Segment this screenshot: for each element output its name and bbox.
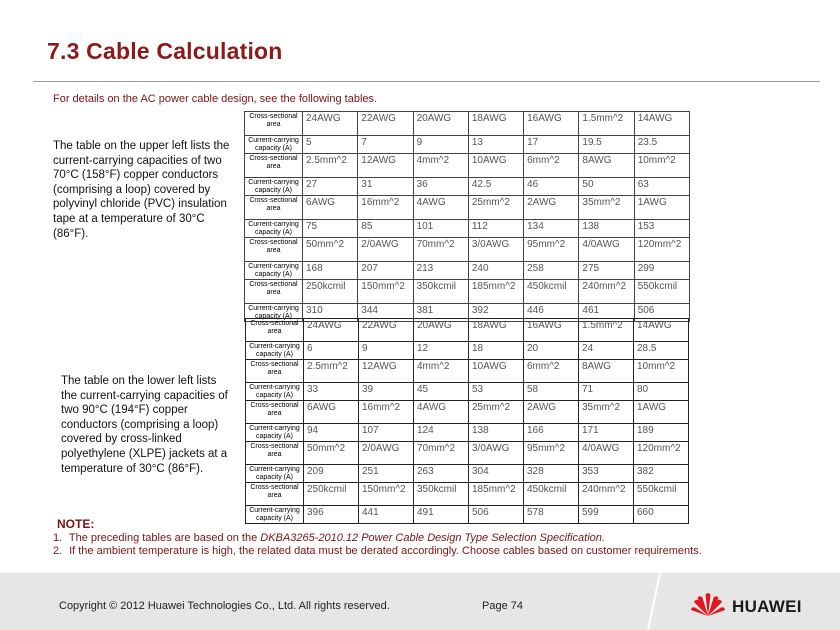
table-cell: 94 bbox=[304, 424, 359, 442]
area-label: Cross-sectional area bbox=[246, 319, 304, 342]
area-row bbox=[246, 319, 689, 342]
table-cell: 250kcmil bbox=[303, 280, 358, 304]
table-cell: 1AWG bbox=[634, 196, 689, 220]
table-cell: 16AWG bbox=[524, 112, 579, 136]
table-cell: 14AWG bbox=[634, 319, 689, 342]
table-cell: 35mm^2 bbox=[579, 401, 634, 424]
table-cell: 5 bbox=[303, 136, 358, 154]
table-cell: 4AWG bbox=[413, 196, 468, 220]
note-item-2: 2. If the ambient temperature is high, the related data must be derated accordingly. Choose cables based on customer requirements. bbox=[53, 545, 702, 557]
table-cell: 12AWG bbox=[358, 154, 413, 178]
table-cell: 12AWG bbox=[359, 360, 414, 383]
table-cell: 19.5 bbox=[579, 136, 634, 154]
area-label: Cross-sectional area bbox=[246, 483, 304, 506]
table-cell: 550kcmil bbox=[634, 483, 689, 506]
table-cell: 392 bbox=[468, 304, 523, 322]
table-cell: 16AWG bbox=[524, 319, 579, 342]
table-cell: 263 bbox=[414, 465, 469, 483]
table-cell: 150mm^2 bbox=[358, 280, 413, 304]
capacity-label: Current-carrying capacity (A) bbox=[246, 342, 304, 360]
table-cell: 189 bbox=[634, 424, 689, 442]
table-cell: 310 bbox=[303, 304, 358, 322]
capacity-row bbox=[246, 424, 689, 442]
table-cell: 22AWG bbox=[358, 112, 413, 136]
table-cell: 50mm^2 bbox=[303, 238, 358, 262]
area-row bbox=[245, 196, 690, 220]
table-cell: 9 bbox=[359, 342, 414, 360]
table-cell: 185mm^2 bbox=[468, 280, 523, 304]
area-row bbox=[246, 360, 689, 383]
capacity-row bbox=[246, 383, 689, 401]
table-cell: 95mm^2 bbox=[524, 442, 579, 465]
table-cell: 23.5 bbox=[634, 136, 689, 154]
table-cell: 4/0AWG bbox=[579, 238, 634, 262]
table-cell: 1AWG bbox=[634, 401, 689, 424]
table-cell: 304 bbox=[469, 465, 524, 483]
area-label: Cross-sectional area bbox=[245, 238, 303, 262]
table-cell: 185mm^2 bbox=[469, 483, 524, 506]
table-cell: 328 bbox=[524, 465, 579, 483]
table-cell: 550kcmil bbox=[634, 280, 689, 304]
table-cell: 450kcmil bbox=[524, 280, 579, 304]
table-cell: 344 bbox=[358, 304, 413, 322]
table-cell: 18AWG bbox=[469, 319, 524, 342]
table-cell: 166 bbox=[524, 424, 579, 442]
title-divider bbox=[33, 81, 820, 82]
capacity-label: Current-carrying capacity (A) bbox=[245, 178, 303, 196]
table-cell: 2AWG bbox=[524, 401, 579, 424]
table-cell: 75 bbox=[303, 220, 358, 238]
table-cell: 382 bbox=[634, 465, 689, 483]
table-cell: 13 bbox=[468, 136, 523, 154]
table-cell: 4/0AWG bbox=[579, 442, 634, 465]
table-cell: 24 bbox=[579, 342, 634, 360]
area-label: Cross-sectional area bbox=[245, 154, 303, 178]
table-cell: 39 bbox=[359, 383, 414, 401]
table-cell: 112 bbox=[468, 220, 523, 238]
capacity-row bbox=[245, 262, 690, 280]
table-cell: 20 bbox=[524, 342, 579, 360]
table-cell: 16mm^2 bbox=[359, 401, 414, 424]
lower-cable-table bbox=[245, 318, 689, 524]
table-cell: 506 bbox=[634, 304, 689, 322]
table-cell: 506 bbox=[469, 506, 524, 524]
table-cell: 441 bbox=[359, 506, 414, 524]
table-cell: 10mm^2 bbox=[634, 360, 689, 383]
table-cell: 22AWG bbox=[359, 319, 414, 342]
table-cell: 240 bbox=[468, 262, 523, 280]
footer-divider bbox=[647, 573, 661, 630]
note-title: NOTE: bbox=[57, 517, 95, 531]
capacity-label: Current-carrying capacity (A) bbox=[246, 506, 304, 524]
table-cell: 120mm^2 bbox=[634, 238, 689, 262]
table-cell: 2AWG bbox=[524, 196, 579, 220]
table-cell: 18AWG bbox=[468, 112, 523, 136]
footer-bar bbox=[0, 573, 840, 630]
table-cell: 80 bbox=[634, 383, 689, 401]
table-cell: 42.5 bbox=[468, 178, 523, 196]
table-cell: 31 bbox=[358, 178, 413, 196]
capacity-row bbox=[245, 136, 690, 154]
table-cell: 10AWG bbox=[468, 154, 523, 178]
table-cell: 120mm^2 bbox=[634, 442, 689, 465]
page-title: 7.3 Cable Calculation bbox=[47, 38, 283, 64]
table-cell: 17 bbox=[524, 136, 579, 154]
table-cell: 50 bbox=[579, 178, 634, 196]
area-label: Cross-sectional area bbox=[245, 280, 303, 304]
capacity-label: Current-carrying capacity (A) bbox=[245, 136, 303, 154]
table-cell: 258 bbox=[524, 262, 579, 280]
table-cell: 660 bbox=[634, 506, 689, 524]
area-row bbox=[246, 483, 689, 506]
table-cell: 63 bbox=[634, 178, 689, 196]
table-cell: 20AWG bbox=[414, 319, 469, 342]
table-cell: 27 bbox=[303, 178, 358, 196]
table-cell: 25mm^2 bbox=[469, 401, 524, 424]
table-cell: 2.5mm^2 bbox=[304, 360, 359, 383]
spec-reference: DKBA3265-2010.12 Power Cable Design Type Selection Specification. bbox=[260, 531, 605, 544]
table-cell: 134 bbox=[524, 220, 579, 238]
capacity-label: Current-carrying capacity (A) bbox=[246, 424, 304, 442]
table-cell: 8AWG bbox=[579, 154, 634, 178]
capacity-label: Current-carrying capacity (A) bbox=[245, 304, 303, 322]
table-cell: 70mm^2 bbox=[414, 442, 469, 465]
table-cell: 350kcmil bbox=[414, 483, 469, 506]
area-row bbox=[246, 401, 689, 424]
table-cell: 6AWG bbox=[304, 401, 359, 424]
table-cell: 153 bbox=[634, 220, 689, 238]
table-cell: 1.5mm^2 bbox=[579, 319, 634, 342]
table-cell: 138 bbox=[579, 220, 634, 238]
table-cell: 6AWG bbox=[303, 196, 358, 220]
table-cell: 95mm^2 bbox=[524, 238, 579, 262]
lower-table-description: The table on the lower left lists the current-carrying capacities of two 90°C (194°F) copper conductors (comprising a loop) covered by cross-linked polyethylene (XLPE) jackets at a temperature of 30°C (86°F). bbox=[61, 375, 228, 475]
table-cell: 101 bbox=[413, 220, 468, 238]
area-row bbox=[245, 112, 690, 136]
table-cell: 3/0AWG bbox=[469, 442, 524, 465]
table-cell: 24AWG bbox=[304, 319, 359, 342]
huawei-petal-logo-icon bbox=[690, 591, 726, 622]
capacity-row bbox=[246, 342, 689, 360]
table-cell: 396 bbox=[304, 506, 359, 524]
table-cell: 578 bbox=[524, 506, 579, 524]
table-cell: 2/0AWG bbox=[358, 238, 413, 262]
table-cell: 50mm^2 bbox=[304, 442, 359, 465]
capacity-row bbox=[246, 465, 689, 483]
area-label: Cross-sectional area bbox=[246, 360, 304, 383]
area-row bbox=[245, 280, 690, 304]
table-cell: 107 bbox=[359, 424, 414, 442]
table-cell: 9 bbox=[413, 136, 468, 154]
table-cell: 2.5mm^2 bbox=[303, 154, 358, 178]
table-cell: 275 bbox=[579, 262, 634, 280]
table-cell: 353 bbox=[579, 465, 634, 483]
table-cell: 6mm^2 bbox=[524, 360, 579, 383]
table-cell: 240mm^2 bbox=[579, 280, 634, 304]
table-cell: 20AWG bbox=[413, 112, 468, 136]
table-cell: 150mm^2 bbox=[359, 483, 414, 506]
area-label: Cross-sectional area bbox=[245, 196, 303, 220]
table-cell: 36 bbox=[413, 178, 468, 196]
table-cell: 138 bbox=[469, 424, 524, 442]
table-cell: 2/0AWG bbox=[359, 442, 414, 465]
note-item-1: 1. The preceding tables are based on the DKBA3265-2010.12 Power Cable Design Type Selection Specification. bbox=[53, 531, 605, 544]
table-cell: 491 bbox=[414, 506, 469, 524]
brand-name: HUAWEI bbox=[732, 596, 802, 616]
table-cell: 70mm^2 bbox=[413, 238, 468, 262]
table-cell: 213 bbox=[413, 262, 468, 280]
table-cell: 33 bbox=[304, 383, 359, 401]
area-row bbox=[246, 442, 689, 465]
area-label: Cross-sectional area bbox=[245, 112, 303, 136]
table-cell: 6mm^2 bbox=[524, 154, 579, 178]
table-cell: 85 bbox=[358, 220, 413, 238]
table-cell: 58 bbox=[524, 383, 579, 401]
area-row bbox=[245, 238, 690, 262]
upper-table-description: The table on the upper left lists the current-carrying capacities of two 70°C (158°F) copper conductors (comprising a loop) covered by polyvinyl chloride (PVC) insulation tape at a temperature of 30°C (86°F). bbox=[53, 140, 230, 240]
table-cell: 71 bbox=[579, 383, 634, 401]
table-cell: 350kcmil bbox=[413, 280, 468, 304]
table-cell: 46 bbox=[524, 178, 579, 196]
table-cell: 10mm^2 bbox=[634, 154, 689, 178]
table-cell: 168 bbox=[303, 262, 358, 280]
table-cell: 250kcmil bbox=[304, 483, 359, 506]
table-cell: 4mm^2 bbox=[414, 360, 469, 383]
capacity-row bbox=[245, 220, 690, 238]
table-cell: 299 bbox=[634, 262, 689, 280]
table-cell: 381 bbox=[413, 304, 468, 322]
table-cell: 25mm^2 bbox=[468, 196, 523, 220]
table-cell: 450kcmil bbox=[524, 483, 579, 506]
table-cell: 18 bbox=[469, 342, 524, 360]
table-cell: 28.5 bbox=[634, 342, 689, 360]
table-cell: 446 bbox=[524, 304, 579, 322]
table-cell: 124 bbox=[414, 424, 469, 442]
area-label: Cross-sectional area bbox=[246, 401, 304, 424]
table-cell: 240mm^2 bbox=[579, 483, 634, 506]
table-cell: 4AWG bbox=[414, 401, 469, 424]
table-cell: 207 bbox=[358, 262, 413, 280]
note-section bbox=[53, 517, 702, 559]
table-cell: 53 bbox=[469, 383, 524, 401]
table-cell: 3/0AWG bbox=[468, 238, 523, 262]
capacity-label: Current-carrying capacity (A) bbox=[245, 220, 303, 238]
table-cell: 12 bbox=[414, 342, 469, 360]
table-cell: 16mm^2 bbox=[358, 196, 413, 220]
table-cell: 599 bbox=[579, 506, 634, 524]
capacity-label: Current-carrying capacity (A) bbox=[246, 383, 304, 401]
huawei-logo bbox=[690, 591, 802, 622]
table-cell: 8AWG bbox=[579, 360, 634, 383]
copyright-text: Copyright © 2012 Huawei Technologies Co., Ltd. All rights reserved. bbox=[59, 600, 390, 612]
table-cell: 7 bbox=[358, 136, 413, 154]
table-cell: 10AWG bbox=[469, 360, 524, 383]
table-cell: 4mm^2 bbox=[413, 154, 468, 178]
capacity-row bbox=[245, 178, 690, 196]
table-cell: 1.5mm^2 bbox=[579, 112, 634, 136]
table-cell: 209 bbox=[304, 465, 359, 483]
area-row bbox=[245, 154, 690, 178]
intro-text: For details on the AC power cable design, see the following tables. bbox=[53, 93, 378, 105]
table-cell: 14AWG bbox=[634, 112, 689, 136]
table-cell: 35mm^2 bbox=[579, 196, 634, 220]
table-cell: 6 bbox=[304, 342, 359, 360]
upper-cable-table bbox=[244, 111, 690, 322]
capacity-label: Current-carrying capacity (A) bbox=[246, 465, 304, 483]
table-cell: 45 bbox=[414, 383, 469, 401]
table-cell: 461 bbox=[579, 304, 634, 322]
capacity-label: Current-carrying capacity (A) bbox=[245, 262, 303, 280]
area-label: Cross-sectional area bbox=[246, 442, 304, 465]
table-cell: 171 bbox=[579, 424, 634, 442]
page-number: Page 74 bbox=[482, 600, 523, 612]
table-cell: 251 bbox=[359, 465, 414, 483]
table-cell: 24AWG bbox=[303, 112, 358, 136]
